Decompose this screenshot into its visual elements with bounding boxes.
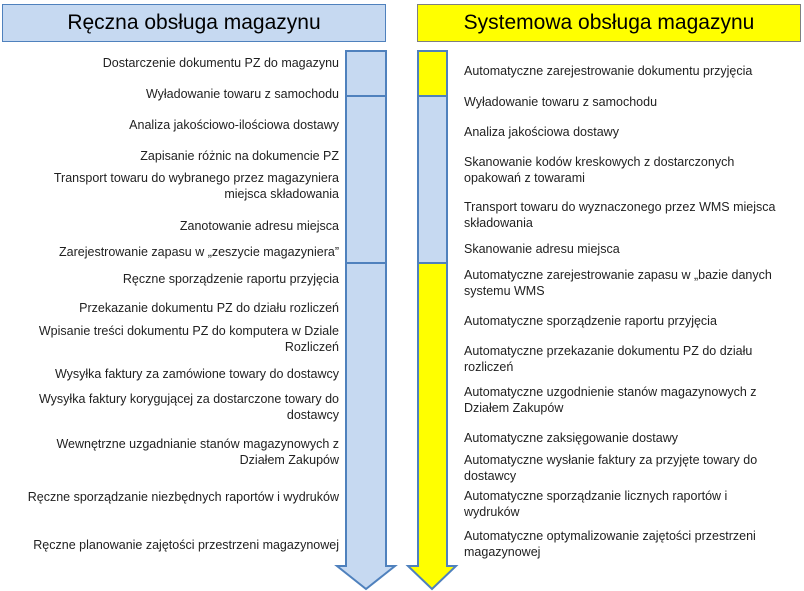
manual-step: Dostarczenie dokumentu PZ do magazynu (102, 56, 339, 70)
system-arrow-segment-3 (408, 263, 456, 589)
system-step: Automatyczne zarejestrowanie zapasu w „bazie danych systemu WMS (464, 268, 772, 298)
manual-step: Ręczne planowanie zajętości przestrzeni magazynowej (33, 538, 339, 552)
system-step: Transport towaru do wyznaczonego przez WMS miejsca składowania (464, 200, 776, 230)
manual-header-title: Ręczna obsługa magazynu (67, 11, 321, 34)
manual-step: Wysyłka faktury za zamówione towary do dostawcy (54, 367, 339, 381)
manual-step: Wysyłka faktury korygującej za dostarczone towary do dostawcy (38, 392, 339, 422)
system-step: Automatyczne zaksięgowanie dostawy (464, 431, 679, 445)
manual-step: Wpisanie treści dokumentu PZ do komputera w Dziale Rozliczeń (38, 324, 339, 354)
system-step: Skanowanie kodów kreskowych z dostarczonych opakowań z towarami (464, 155, 735, 185)
system-step: Automatyczne optymalizowanie zajętości przestrzeni magazynowej (464, 529, 756, 559)
manual-step: Transport towaru do wybranego przez magazyniera miejsca składowania (53, 171, 339, 201)
manual-arrow-segment-3 (337, 263, 395, 589)
system-step: Automatyczne sporządzenie raportu przyjęcia (464, 314, 717, 328)
manual-step: Przekazanie dokumentu PZ do działu rozliczeń (79, 301, 339, 315)
manual-step: Ręczne sporządzanie niezbędnych raportów i wydruków (27, 490, 339, 504)
manual-step: Wewnętrzne uzgadnianie stanów magazynowych z Działem Zakupów (56, 437, 339, 467)
system-header-title: Systemowa obsługa magazynu (463, 11, 755, 34)
manual-step: Wyładowanie towaru z samochodu (145, 87, 339, 101)
manual-arrow-segment-1 (346, 51, 386, 96)
manual-step: Zarejestrowanie zapasu w „zeszycie magazyniera” (59, 245, 339, 259)
manual-step: Ręczne sporządzenie raportu przyjęcia (122, 272, 339, 286)
system-step: Automatyczne zarejestrowanie dokumentu przyjęcia (464, 64, 753, 78)
system-step: Automatyczne sporządzanie licznych raportów i wydruków (464, 489, 728, 519)
system-step: Automatyczne uzgodnienie stanów magazynowych z Działem Zakupów (464, 385, 757, 415)
manual-step: Zanotowanie adresu miejsca (179, 219, 339, 233)
system-step: Analiza jakościowa dostawy (464, 125, 619, 139)
system-step: Automatyczne przekazanie dokumentu PZ do działu rozliczeń (464, 344, 753, 374)
system-arrow-segment-2 (418, 96, 447, 263)
system-step: Wyładowanie towaru z samochodu (464, 95, 658, 109)
system-arrow-segment-1 (418, 51, 447, 96)
manual-step: Zapisanie różnic na dokumencie PZ (140, 149, 339, 163)
manual-arrow-segment-2 (346, 96, 386, 263)
system-step: Automatyczne wysłanie faktury za przyjęte towary do dostawcy (464, 453, 758, 483)
system-step: Skanowanie adresu miejsca (464, 242, 620, 256)
manual-step: Analiza jakościowo-ilościowa dostawy (129, 118, 339, 132)
